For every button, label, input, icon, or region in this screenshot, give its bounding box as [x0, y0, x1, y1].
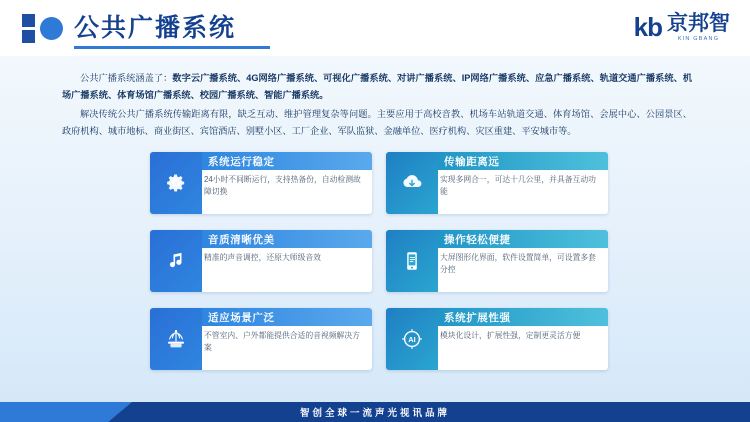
feature-card-grid [150, 152, 608, 370]
card-title: 系统运行稳定 [208, 156, 275, 168]
card-description: 24小时不间断运行，支持热备份，自动检测故障切换 [204, 175, 361, 197]
circle-decor-icon [40, 17, 63, 40]
feature-card[interactable] [386, 230, 608, 292]
mobile-control-icon [400, 249, 424, 273]
header-decoration [22, 14, 64, 44]
square-decor-icon [22, 14, 35, 27]
card-title: 操作轻松便捷 [444, 234, 511, 246]
page-title: 公共广播系统 [74, 14, 237, 42]
card-title: 传输距离远 [444, 156, 500, 168]
feature-card[interactable] [150, 308, 372, 370]
gear-icon [164, 171, 188, 195]
brand-logo [634, 12, 730, 43]
intro-paragraph-2: 解决传统公共广播系统传输距离有限，缺乏互动、维护管理复杂等问题。主要应用于高校音教、机场车站轨道交通、体育场馆、会展中心、公园景区、政府机构、城市地标、商业街区、宾馆酒店、别墅小区、工厂企业、军队监狱、金融单位、医疗机构、灾区重建、平安城市等。 [62, 109, 692, 137]
feature-card[interactable] [150, 230, 372, 292]
card-icon-area [386, 308, 438, 370]
title-underline [74, 46, 270, 49]
intro-lead: 公共广播系统涵盖了： [80, 73, 173, 83]
logo-mark-text: kb [633, 12, 662, 42]
logo-chinese-text: 京邦智 [667, 12, 730, 35]
card-description: 大屏图形化界面，软件设置简单，可设置多套分控 [440, 253, 596, 275]
footer-accent-shape [0, 402, 132, 422]
card-icon-area [150, 308, 202, 370]
intro-systems-list: 数字云广播系统、4G网络广播系统、可视化广播系统、对讲广播系统、IP网络广播系统、应急广播系统、轨道交通广播系统、机场广播系统、体育场馆广播系统、校园广播系统、智能广播系统。 [62, 73, 693, 101]
cloud-download-icon [400, 171, 424, 195]
feature-card[interactable] [150, 152, 372, 214]
card-icon-area [150, 230, 202, 292]
intro-paragraph-1 [62, 70, 692, 104]
card-description: 精准的声音调控，还原大师级音效 [204, 253, 321, 262]
content-panel [0, 56, 750, 402]
svg-text:AI: AI [408, 335, 416, 345]
music-note-icon [164, 249, 188, 273]
card-icon-area [150, 152, 202, 214]
card-icon-area [386, 152, 438, 214]
card-description: 模块化设计，扩展性强，定制更灵活方便 [440, 331, 581, 340]
logo-pinyin-text: KIN GBANG [677, 36, 720, 42]
card-title: 音质清晰优美 [208, 234, 275, 246]
card-description: 实现多网合一，可达十几公里，并具备互动功能 [440, 175, 596, 197]
fountain-icon [164, 327, 188, 351]
card-title: 系统扩展性强 [444, 312, 511, 324]
square-decor-icon [22, 30, 35, 43]
intro-text-block [62, 70, 692, 142]
page-footer [0, 402, 750, 422]
feature-card[interactable] [386, 152, 608, 214]
card-description: 不管室内、户外都能提供合适的音视频解决方案 [204, 331, 360, 353]
footer-slogan: 智创全球一流声光视讯品牌 [299, 408, 450, 419]
feature-card[interactable] [386, 308, 608, 370]
card-icon-area [386, 230, 438, 292]
ai-chip-icon [400, 327, 424, 351]
page-header [0, 0, 750, 56]
card-title: 适应场景广泛 [208, 312, 275, 324]
